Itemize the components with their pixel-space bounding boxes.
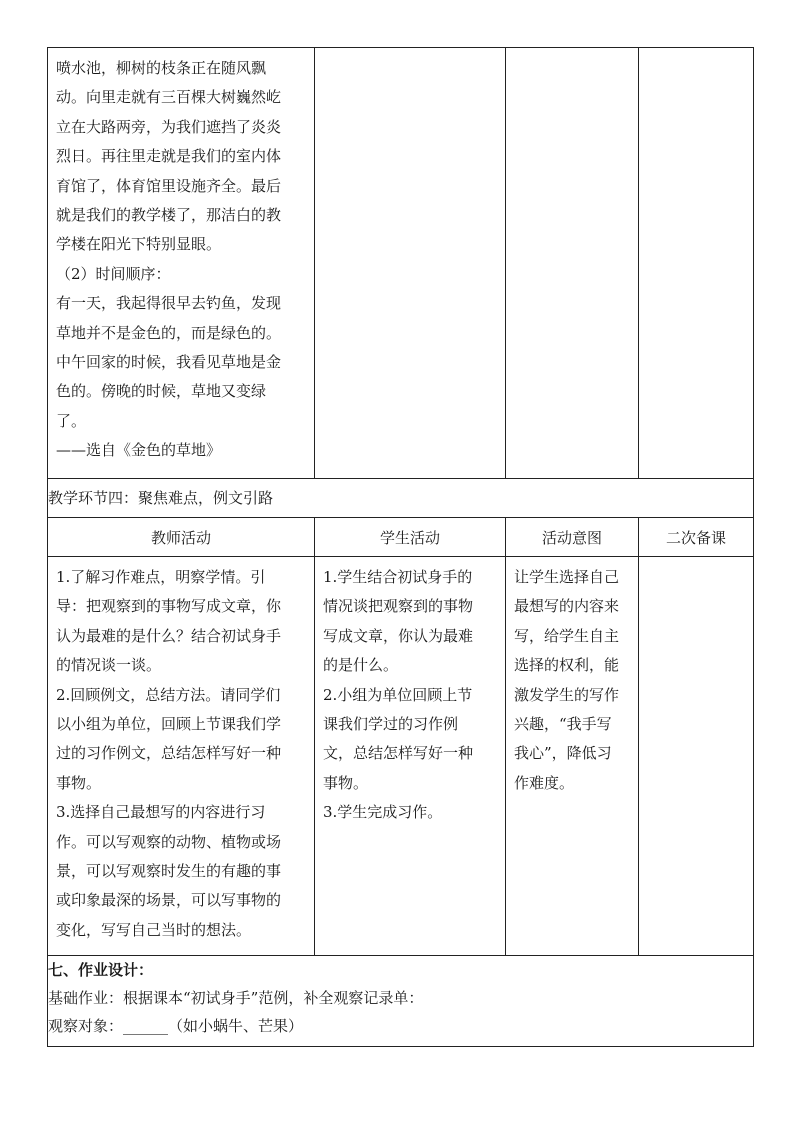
homework-row [48, 956, 754, 1047]
activity-row [48, 557, 754, 956]
example-text-line: 育馆了，体育馆里设施齐全。最后 [56, 176, 282, 195]
intent-line: 激发学生的写作 [514, 685, 620, 704]
teacher-activity-line: 以小组为单位，回顾上节课我们学 [56, 715, 282, 734]
teacher-activity-line: 的情况谈一谈。 [56, 656, 162, 675]
teacher-content-cell [48, 48, 315, 479]
student-activity-line: 情况谈把观察到的事物 [323, 597, 474, 616]
example-text-line: 烈日。再往里走就是我们的室内体 [56, 147, 282, 166]
student-activity-line: 1.学生结合初试身手的 [323, 568, 473, 586]
section-row [48, 479, 754, 518]
example-text-line: 中午回家的时候，我看见草地是金 [56, 353, 282, 372]
example-text-line: （2）时间顺序： [56, 264, 171, 283]
teacher-activity-line: 认为最难的是什么？结合初试身手 [56, 626, 282, 645]
example-text-line: 草地并不是金色的，而是绿色的。 [56, 323, 282, 342]
student-activity-line: 3.学生完成习作。 [323, 803, 443, 822]
homework-basic: 基础作业：根据课本“初试身手”范例，补全观察记录单： [48, 989, 424, 1007]
student-activity-line: 事物。 [323, 773, 369, 792]
teacher-activity-line: 3.选择自己最想写的内容进行习 [56, 803, 266, 822]
student-activity-cell [315, 557, 506, 956]
intent-line: 兴趣，“我手写 [514, 715, 612, 734]
second-prep-cell [639, 48, 754, 479]
student-activity-line: 写成文章，你认为最难 [323, 626, 474, 645]
teacher-activity-line: 景，可以写观察时发生的有趣的事 [56, 862, 282, 881]
teacher-activity-line: 过的习作例文，总结怎样写好一种 [56, 744, 282, 763]
example-text-line: 喷水池，柳树的枝条正在随风飘 [56, 59, 267, 77]
header-teacher: 教师活动 [48, 518, 315, 557]
intent-line: 我心”，降低习 [514, 744, 612, 763]
homework-cell [48, 956, 754, 1047]
lesson-plan-table [47, 47, 754, 1047]
teacher-activity-line: 事物。 [56, 773, 102, 792]
student-activity-line: 文，总结怎样写好一种 [323, 744, 474, 763]
teacher-activity-line: 2.回顾例文，总结方法。请同学们 [56, 685, 281, 704]
intent-line: 选择的权利，能 [514, 656, 620, 675]
student-activity-line: 2.小组为单位回顾上节 [323, 685, 473, 704]
teacher-activity-line: 或印象最深的场景，可以写事物的 [56, 891, 282, 910]
teacher-activity-cell [48, 557, 315, 956]
teacher-activity-text [48, 557, 314, 949]
teacher-activity-line: 作。可以写观察的动物、植物或场 [56, 832, 282, 851]
homework-observation-target: 观察对象：______（如小蜗牛、芒果） [48, 1017, 304, 1035]
teacher-activity-line: 1.了解习作难点，明察学情。引 [56, 568, 266, 586]
intent-cell [506, 557, 639, 956]
example-text-block [48, 48, 314, 470]
header-row [48, 518, 754, 557]
teacher-activity-line: 导：把观察到的事物写成文章，你 [56, 597, 282, 616]
example-text-line: 有一天，我起得很早去钓鱼，发现 [56, 294, 282, 313]
student-content-cell [315, 48, 506, 479]
example-text-line: 就是我们的教学楼了，那洁白的教 [56, 206, 282, 225]
example-text-line: 学楼在阳光下特别显眼。 [56, 235, 222, 254]
continued-content-row [48, 48, 754, 479]
intent-content-cell [506, 48, 639, 479]
student-activity-line: 的是什么。 [323, 656, 399, 675]
header-intent: 活动意图 [506, 518, 639, 557]
example-text-line: 动。向里走就有三百棵大树巍然屹 [56, 88, 282, 107]
intent-line: 最想写的内容来 [514, 597, 620, 616]
example-text-line: ——选自《金色的草地》 [56, 441, 222, 460]
intent-line: 让学生选择自己 [514, 568, 620, 586]
intent-text [506, 557, 638, 802]
header-second-prep: 二次备课 [639, 518, 754, 557]
example-text-line: 色的。傍晚的时候，草地又变绿 [56, 382, 267, 401]
student-activity-text [315, 557, 505, 832]
student-activity-line: 课我们学过的习作例 [323, 715, 459, 734]
example-text-line: 立在大路两旁，为我们遮挡了炎炎 [56, 117, 282, 136]
second-prep-empty-cell [639, 557, 754, 956]
intent-line: 作难度。 [514, 773, 575, 792]
section-title: 教学环节四：聚焦难点，例文引路 [48, 479, 754, 518]
intent-line: 写，给学生自主 [514, 626, 620, 645]
example-text-line: 了。 [56, 411, 87, 430]
teacher-activity-line: 变化，写写自己当时的想法。 [56, 920, 252, 939]
homework-title: 七、作业设计： [48, 961, 154, 979]
header-student: 学生活动 [315, 518, 506, 557]
